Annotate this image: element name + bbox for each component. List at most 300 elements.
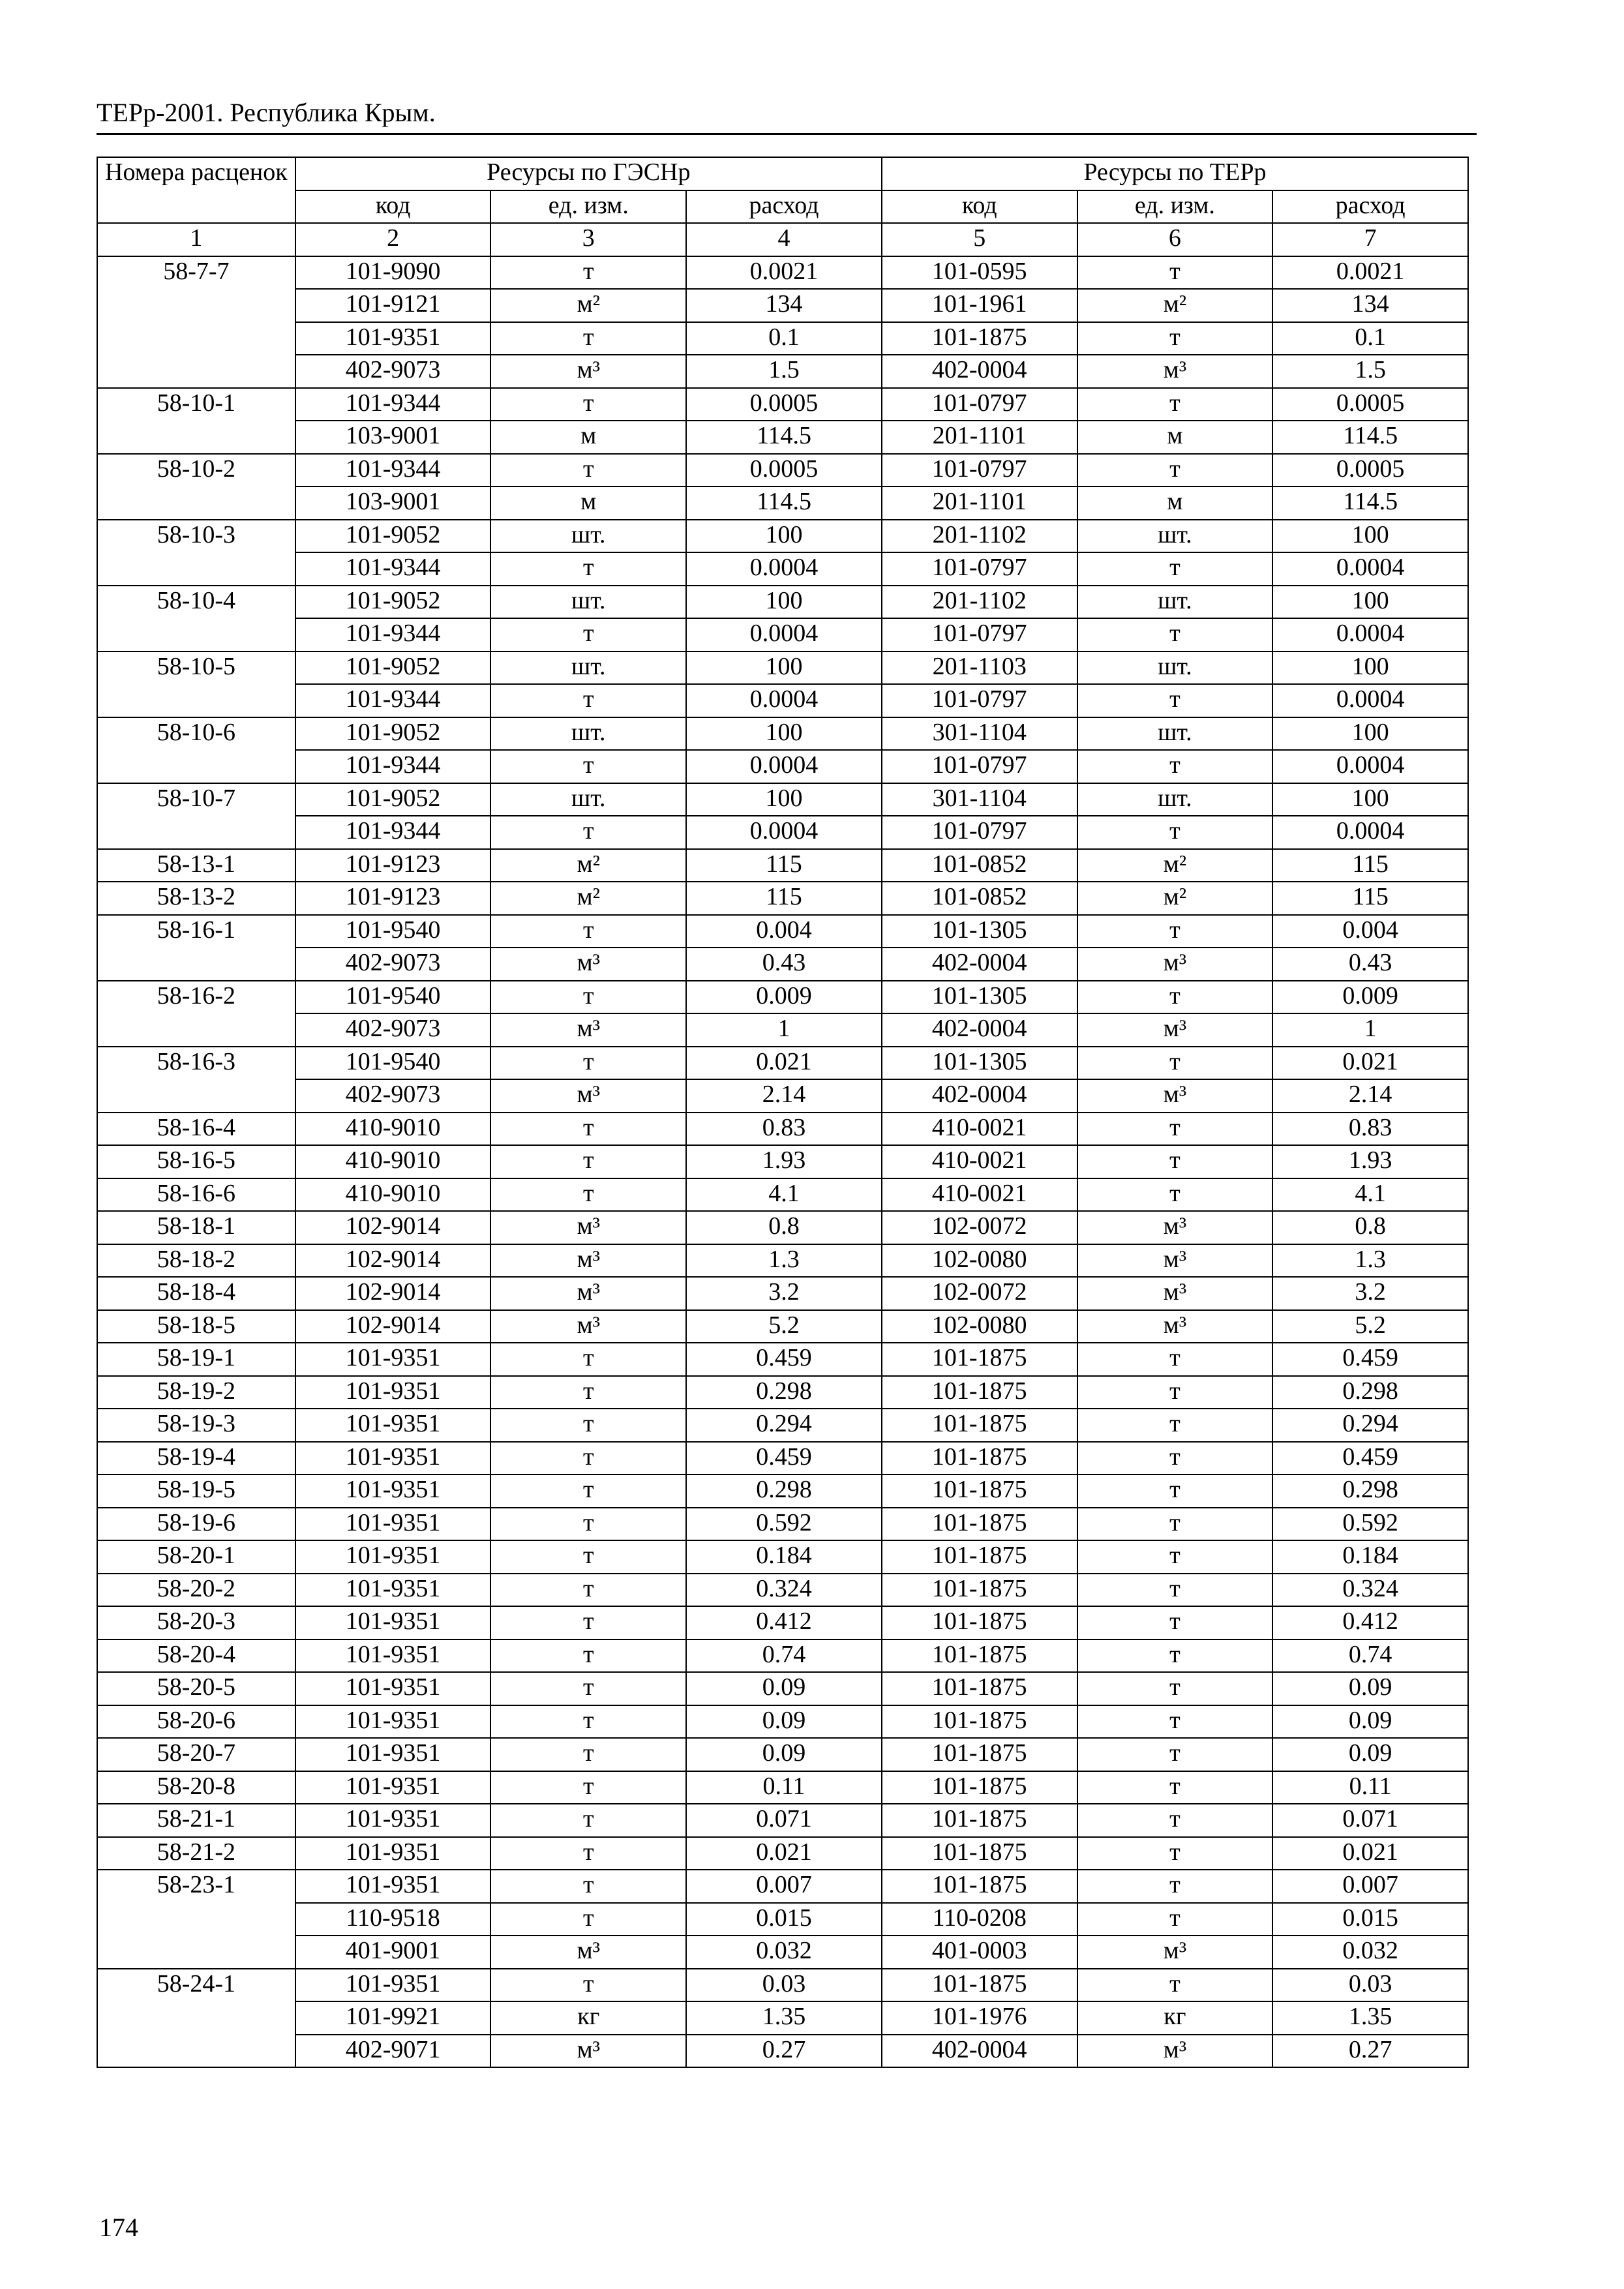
table-row — [97, 1474, 1468, 1508]
gesn-code-cell: 410-9010 — [295, 1145, 491, 1178]
gesn-consumption-cell: 115 — [686, 849, 882, 882]
gesn-consumption-cell: 0.09 — [686, 1672, 882, 1705]
ter-unit-cell: т — [1077, 1574, 1273, 1607]
ter-code-cell: 201-1102 — [882, 586, 1077, 619]
table-body — [97, 256, 1468, 2068]
ter-code-cell: 402-0004 — [882, 2035, 1077, 2068]
rate-number-cell: 58-16-2 — [97, 981, 295, 1047]
table-row — [97, 1178, 1468, 1212]
gesn-code-cell: 402-9071 — [295, 2035, 491, 2068]
gesn-code-cell: 101-9351 — [295, 1606, 491, 1639]
ter-unit-cell: м³ — [1077, 1211, 1273, 1244]
ter-consumption-cell: 0.8 — [1272, 1211, 1468, 1244]
gesn-consumption-cell: 0.021 — [686, 1047, 882, 1080]
ter-code-cell: 101-1875 — [882, 1376, 1077, 1409]
gesn-unit-cell: т — [490, 981, 686, 1014]
gesn-unit-cell: м³ — [490, 1013, 686, 1047]
ter-unit-cell: м³ — [1077, 1310, 1273, 1343]
ter-unit-cell: т — [1077, 1705, 1273, 1739]
gesn-consumption-cell: 114.5 — [686, 421, 882, 454]
table-row — [97, 1376, 1468, 1409]
ter-code-cell: 101-0595 — [882, 256, 1077, 290]
gesn-code-cell: 101-9344 — [295, 552, 491, 586]
rate-number-cell: 58-16-3 — [97, 1047, 295, 1113]
rate-number-cell: 58-20-2 — [97, 1574, 295, 1607]
ter-code-cell: 402-0004 — [882, 1079, 1077, 1113]
rate-number-cell: 58-20-1 — [97, 1540, 295, 1574]
gesn-unit-cell: т — [490, 1969, 686, 2002]
ter-unit-cell: шт. — [1077, 520, 1273, 553]
ter-unit-cell: т — [1077, 915, 1273, 948]
gesn-unit-cell: т — [490, 552, 686, 586]
rate-number-cell: 58-19-1 — [97, 1343, 295, 1376]
gesn-unit-cell: шт. — [490, 717, 686, 751]
ter-code-cell: 410-0021 — [882, 1178, 1077, 1212]
gesn-unit-cell: т — [490, 1574, 686, 1607]
table-row — [97, 1936, 1468, 1969]
ter-unit-cell: м³ — [1077, 2035, 1273, 2068]
ter-unit-cell: т — [1077, 256, 1273, 290]
gesn-code-cell: 101-9351 — [295, 1870, 491, 1903]
ter-unit-cell: т — [1077, 388, 1273, 421]
ter-code-cell: 101-0797 — [882, 454, 1077, 487]
table-row — [97, 1672, 1468, 1705]
rate-number-cell: 58-19-3 — [97, 1409, 295, 1442]
gesn-unit-cell: шт. — [490, 586, 686, 619]
rate-number-cell: 58-16-6 — [97, 1178, 295, 1212]
ter-unit-cell: т — [1077, 981, 1273, 1014]
gesn-consumption-cell: 115 — [686, 882, 882, 915]
rate-number-cell: 58-23-1 — [97, 1870, 295, 1969]
gesn-code-cell: 101-9351 — [295, 1409, 491, 1442]
gesn-unit-cell: т — [490, 1442, 686, 1475]
ter-consumption-cell: 0.0005 — [1272, 388, 1468, 421]
gesn-code-cell: 402-9073 — [295, 1013, 491, 1047]
ter-unit-cell: шт. — [1077, 651, 1273, 685]
ter-consumption-cell: 2.14 — [1272, 1079, 1468, 1113]
gesn-consumption-cell: 0.015 — [686, 1903, 882, 1936]
ter-code-cell: 201-1103 — [882, 651, 1077, 685]
gesn-unit-cell: т — [490, 750, 686, 783]
gesn-consumption-cell: 0.592 — [686, 1508, 882, 1541]
table-row — [97, 1903, 1468, 1936]
ter-unit-cell: м³ — [1077, 1244, 1273, 1278]
ter-consumption-cell: 0.592 — [1272, 1508, 1468, 1541]
gesn-consumption-cell: 0.0004 — [686, 684, 882, 717]
gesn-unit-cell: т — [490, 1672, 686, 1705]
ter-code-cell: 402-0004 — [882, 948, 1077, 981]
gesn-unit-cell: т — [490, 1804, 686, 1837]
gesn-unit-cell: м³ — [490, 1079, 686, 1113]
gesn-code-cell: 101-9052 — [295, 520, 491, 553]
ter-code-cell: 110-0208 — [882, 1903, 1077, 1936]
ter-code-cell: 101-1875 — [882, 1540, 1077, 1574]
ter-consumption-cell: 100 — [1272, 651, 1468, 685]
gesn-unit-cell: шт. — [490, 651, 686, 685]
table-row — [97, 454, 1468, 487]
ter-unit-cell: т — [1077, 1343, 1273, 1376]
rate-number-cell: 58-20-3 — [97, 1606, 295, 1639]
rate-number-cell: 58-13-2 — [97, 882, 295, 915]
table-row — [97, 750, 1468, 783]
ter-code-cell: 101-1961 — [882, 289, 1077, 322]
gesn-code-cell: 101-9351 — [295, 1474, 491, 1508]
ter-consumption-cell: 0.071 — [1272, 1804, 1468, 1837]
table-header-row — [97, 157, 1468, 190]
ter-unit-cell: м³ — [1077, 1936, 1273, 1969]
gesn-consumption-cell: 0.0005 — [686, 454, 882, 487]
ter-unit-cell: т — [1077, 454, 1273, 487]
gesn-consumption-cell: 1.93 — [686, 1145, 882, 1178]
gesn-code-cell: 101-9540 — [295, 1047, 491, 1080]
gesn-unit-cell: м — [490, 421, 686, 454]
ter-unit-cell: т — [1077, 1113, 1273, 1146]
ter-code-cell: 101-1875 — [882, 1606, 1077, 1639]
table-row — [97, 1738, 1468, 1771]
table-row — [97, 586, 1468, 619]
table-row — [97, 1969, 1468, 2002]
ter-unit-cell: т — [1077, 816, 1273, 849]
header-code: код — [882, 190, 1077, 224]
ter-code-cell: 101-1875 — [882, 1574, 1077, 1607]
gesn-consumption-cell: 5.2 — [686, 1310, 882, 1343]
gesn-consumption-cell: 100 — [686, 586, 882, 619]
gesn-code-cell: 101-9344 — [295, 816, 491, 849]
gesn-unit-cell: т — [490, 1343, 686, 1376]
rate-number-cell: 58-18-4 — [97, 1277, 295, 1310]
ter-code-cell: 101-1976 — [882, 2001, 1077, 2035]
table-row — [97, 1211, 1468, 1244]
table-row — [97, 1508, 1468, 1541]
table-row — [97, 1013, 1468, 1047]
gesn-consumption-cell: 0.74 — [686, 1639, 882, 1673]
ter-consumption-cell: 0.459 — [1272, 1343, 1468, 1376]
table-row — [97, 1804, 1468, 1837]
ter-code-cell: 101-1305 — [882, 1047, 1077, 1080]
rate-number-cell: 58-10-4 — [97, 586, 295, 651]
gesn-unit-cell: м³ — [490, 1244, 686, 1278]
gesn-code-cell: 103-9001 — [295, 421, 491, 454]
table-row — [97, 1442, 1468, 1475]
table-row — [97, 618, 1468, 651]
gesn-code-cell: 101-9351 — [295, 1508, 491, 1541]
ter-unit-cell: т — [1077, 1771, 1273, 1804]
gesn-code-cell: 101-9351 — [295, 1771, 491, 1804]
ter-unit-cell: т — [1077, 1903, 1273, 1936]
header-rate-numbers: Номера расценок — [97, 157, 295, 223]
gesn-unit-cell: м² — [490, 289, 686, 322]
gesn-code-cell: 101-9351 — [295, 1376, 491, 1409]
table-row — [97, 717, 1468, 751]
ter-code-cell: 102-0080 — [882, 1244, 1077, 1278]
ter-code-cell: 102-0080 — [882, 1310, 1077, 1343]
ter-consumption-cell: 100 — [1272, 520, 1468, 553]
gesn-consumption-cell: 0.27 — [686, 2035, 882, 2068]
ter-consumption-cell: 5.2 — [1272, 1310, 1468, 1343]
ter-code-cell: 101-1875 — [882, 1705, 1077, 1739]
gesn-consumption-cell: 0.459 — [686, 1343, 882, 1376]
gesn-unit-cell: т — [490, 1639, 686, 1673]
ter-code-cell: 101-1875 — [882, 1442, 1077, 1475]
ter-consumption-cell: 0.0004 — [1272, 750, 1468, 783]
ter-consumption-cell: 4.1 — [1272, 1178, 1468, 1212]
gesn-unit-cell: т — [490, 1870, 686, 1903]
gesn-code-cell: 101-9351 — [295, 1738, 491, 1771]
ter-code-cell: 101-1875 — [882, 1738, 1077, 1771]
ter-code-cell: 402-0004 — [882, 355, 1077, 388]
column-number: 1 — [97, 223, 295, 256]
ter-consumption-cell: 0.007 — [1272, 1870, 1468, 1903]
ter-code-cell: 101-1875 — [882, 1804, 1077, 1837]
table-row — [97, 948, 1468, 981]
ter-unit-cell: м — [1077, 421, 1273, 454]
gesn-code-cell: 101-9351 — [295, 1639, 491, 1673]
gesn-unit-cell: т — [490, 1474, 686, 1508]
ter-code-cell: 101-1875 — [882, 1409, 1077, 1442]
gesn-consumption-cell: 0.0004 — [686, 552, 882, 586]
table-row — [97, 1113, 1468, 1146]
gesn-code-cell: 101-9351 — [295, 1969, 491, 2002]
ter-consumption-cell: 0.09 — [1272, 1705, 1468, 1739]
ter-consumption-cell: 0.0004 — [1272, 552, 1468, 586]
ter-consumption-cell: 0.021 — [1272, 1837, 1468, 1870]
gesn-code-cell: 101-9351 — [295, 1837, 491, 1870]
table-row — [97, 2035, 1468, 2068]
gesn-code-cell: 410-9010 — [295, 1113, 491, 1146]
ter-unit-cell: т — [1077, 750, 1273, 783]
ter-unit-cell: м² — [1077, 849, 1273, 882]
rate-number-cell: 58-18-5 — [97, 1310, 295, 1343]
table-row — [97, 2001, 1468, 2035]
ter-unit-cell: т — [1077, 1178, 1273, 1212]
table-row — [97, 651, 1468, 685]
gesn-unit-cell: т — [490, 1145, 686, 1178]
ter-consumption-cell: 1.3 — [1272, 1244, 1468, 1278]
gesn-unit-cell: м³ — [490, 1310, 686, 1343]
ter-code-cell: 201-1101 — [882, 486, 1077, 520]
table-subheader-row — [97, 190, 1468, 224]
rate-number-cell: 58-18-1 — [97, 1211, 295, 1244]
gesn-unit-cell: м — [490, 486, 686, 520]
rate-number-cell: 58-16-5 — [97, 1145, 295, 1178]
ter-consumption-cell: 1.5 — [1272, 355, 1468, 388]
ter-unit-cell: т — [1077, 1540, 1273, 1574]
gesn-consumption-cell: 0.459 — [686, 1442, 882, 1475]
gesn-consumption-cell: 0.43 — [686, 948, 882, 981]
gesn-consumption-cell: 1.3 — [686, 1244, 882, 1278]
ter-code-cell: 101-1875 — [882, 1672, 1077, 1705]
column-number: 5 — [882, 223, 1077, 256]
ter-unit-cell: шт. — [1077, 717, 1273, 751]
gesn-unit-cell: т — [490, 388, 686, 421]
rate-number-cell: 58-16-1 — [97, 915, 295, 981]
gesn-unit-cell: т — [490, 1771, 686, 1804]
gesn-code-cell: 102-9014 — [295, 1277, 491, 1310]
rate-number-cell: 58-10-2 — [97, 454, 295, 520]
gesn-consumption-cell: 100 — [686, 520, 882, 553]
ter-unit-cell: шт. — [1077, 783, 1273, 816]
ter-consumption-cell: 0.032 — [1272, 1936, 1468, 1969]
page-header-title: ТЕРр-2001. Республика Крым. — [97, 98, 436, 127]
ter-code-cell: 101-0797 — [882, 618, 1077, 651]
gesn-code-cell: 101-9921 — [295, 2001, 491, 2035]
gesn-consumption-cell: 0.324 — [686, 1574, 882, 1607]
gesn-consumption-cell: 2.14 — [686, 1079, 882, 1113]
ter-consumption-cell: 0.0004 — [1272, 618, 1468, 651]
gesn-consumption-cell: 0.184 — [686, 1540, 882, 1574]
ter-code-cell: 401-0003 — [882, 1936, 1077, 1969]
ter-unit-cell: м² — [1077, 882, 1273, 915]
table-row — [97, 355, 1468, 388]
gesn-consumption-cell: 0.11 — [686, 1771, 882, 1804]
ter-code-cell: 101-1875 — [882, 1639, 1077, 1673]
ter-unit-cell: т — [1077, 1738, 1273, 1771]
rate-number-cell: 58-10-1 — [97, 388, 295, 454]
ter-consumption-cell: 1.35 — [1272, 2001, 1468, 2035]
gesn-consumption-cell: 100 — [686, 717, 882, 751]
ter-consumption-cell: 0.0004 — [1272, 816, 1468, 849]
table-row — [97, 1837, 1468, 1870]
table-row — [97, 1145, 1468, 1178]
gesn-consumption-cell: 0.032 — [686, 1936, 882, 1969]
table-row — [97, 783, 1468, 816]
column-number-row — [97, 223, 1468, 256]
ter-code-cell: 101-1875 — [882, 1508, 1077, 1541]
table-row — [97, 1639, 1468, 1673]
ter-code-cell: 101-1875 — [882, 1771, 1077, 1804]
ter-consumption-cell: 3.2 — [1272, 1277, 1468, 1310]
gesn-unit-cell: т — [490, 1178, 686, 1212]
ter-consumption-cell: 100 — [1272, 586, 1468, 619]
ter-unit-cell: т — [1077, 684, 1273, 717]
rate-number-cell: 58-19-5 — [97, 1474, 295, 1508]
rate-number-cell: 58-7-7 — [97, 256, 295, 388]
gesn-code-cell: 101-9052 — [295, 717, 491, 751]
gesn-unit-cell: м³ — [490, 1936, 686, 1969]
gesn-consumption-cell: 1 — [686, 1013, 882, 1047]
gesn-consumption-cell: 0.8 — [686, 1211, 882, 1244]
ter-consumption-cell: 114.5 — [1272, 421, 1468, 454]
column-number: 3 — [490, 223, 686, 256]
ter-consumption-cell: 0.0021 — [1272, 256, 1468, 290]
table-row — [97, 388, 1468, 421]
gesn-unit-cell: м³ — [490, 355, 686, 388]
gesn-consumption-cell: 0.03 — [686, 1969, 882, 2002]
ter-unit-cell: кг — [1077, 2001, 1273, 2035]
gesn-unit-cell: т — [490, 684, 686, 717]
gesn-unit-cell: т — [490, 1047, 686, 1080]
ter-consumption-cell: 0.298 — [1272, 1376, 1468, 1409]
rate-number-cell: 58-20-7 — [97, 1738, 295, 1771]
ter-consumption-cell: 100 — [1272, 717, 1468, 751]
table-row — [97, 882, 1468, 915]
gesn-code-cell: 401-9001 — [295, 1936, 491, 1969]
gesn-code-cell: 101-9344 — [295, 454, 491, 487]
gesn-consumption-cell: 0.412 — [686, 1606, 882, 1639]
gesn-unit-cell: т — [490, 1409, 686, 1442]
column-number: 7 — [1272, 223, 1468, 256]
ter-code-cell: 101-1875 — [882, 322, 1077, 355]
gesn-code-cell: 101-9351 — [295, 1343, 491, 1376]
ter-code-cell: 101-0797 — [882, 684, 1077, 717]
gesn-consumption-cell: 0.0004 — [686, 750, 882, 783]
gesn-unit-cell: м³ — [490, 1277, 686, 1310]
header-group-ter: Ресурсы по ТЕРр — [882, 157, 1468, 190]
table-row — [97, 1310, 1468, 1343]
ter-consumption-cell: 114.5 — [1272, 486, 1468, 520]
table-row — [97, 1079, 1468, 1113]
gesn-unit-cell: м² — [490, 849, 686, 882]
gesn-consumption-cell: 0.007 — [686, 1870, 882, 1903]
column-number: 2 — [295, 223, 491, 256]
gesn-code-cell: 101-9351 — [295, 1442, 491, 1475]
ter-consumption-cell: 0.74 — [1272, 1639, 1468, 1673]
ter-code-cell: 102-0072 — [882, 1211, 1077, 1244]
ter-code-cell: 101-1305 — [882, 981, 1077, 1014]
gesn-code-cell: 101-9121 — [295, 289, 491, 322]
ter-unit-cell: т — [1077, 1639, 1273, 1673]
table-row — [97, 849, 1468, 882]
header-group-gesn: Ресурсы по ГЭСНр — [295, 157, 882, 190]
ter-consumption-cell: 0.0004 — [1272, 684, 1468, 717]
gesn-consumption-cell: 3.2 — [686, 1277, 882, 1310]
ter-consumption-cell: 0.021 — [1272, 1047, 1468, 1080]
gesn-unit-cell: т — [490, 1508, 686, 1541]
ter-consumption-cell: 115 — [1272, 849, 1468, 882]
gesn-code-cell: 101-9344 — [295, 750, 491, 783]
gesn-consumption-cell: 100 — [686, 651, 882, 685]
rate-number-cell: 58-10-6 — [97, 717, 295, 783]
ter-code-cell: 301-1104 — [882, 717, 1077, 751]
ter-consumption-cell: 0.324 — [1272, 1574, 1468, 1607]
table-row — [97, 1606, 1468, 1639]
gesn-consumption-cell: 0.0021 — [686, 256, 882, 290]
gesn-consumption-cell: 4.1 — [686, 1178, 882, 1212]
gesn-unit-cell: т — [490, 1113, 686, 1146]
gesn-code-cell: 402-9073 — [295, 948, 491, 981]
gesn-code-cell: 410-9010 — [295, 1178, 491, 1212]
ter-unit-cell: т — [1077, 1969, 1273, 2002]
gesn-unit-cell: т — [490, 1738, 686, 1771]
table-row — [97, 322, 1468, 355]
gesn-code-cell: 101-9052 — [295, 783, 491, 816]
ter-consumption-cell: 0.0005 — [1272, 454, 1468, 487]
gesn-code-cell: 102-9014 — [295, 1310, 491, 1343]
resources-table — [97, 157, 1469, 2068]
gesn-code-cell: 101-9351 — [295, 1672, 491, 1705]
rate-number-cell: 58-10-5 — [97, 651, 295, 717]
gesn-consumption-cell: 0.0004 — [686, 618, 882, 651]
gesn-code-cell: 101-9351 — [295, 1705, 491, 1739]
gesn-consumption-cell: 0.298 — [686, 1376, 882, 1409]
gesn-consumption-cell: 0.294 — [686, 1409, 882, 1442]
rate-number-cell: 58-13-1 — [97, 849, 295, 882]
gesn-unit-cell: т — [490, 454, 686, 487]
table-row — [97, 1047, 1468, 1080]
gesn-code-cell: 101-9052 — [295, 586, 491, 619]
rate-number-cell: 58-19-2 — [97, 1376, 295, 1409]
gesn-code-cell: 101-9344 — [295, 618, 491, 651]
header-unit: ед. изм. — [490, 190, 686, 224]
ter-code-cell: 101-1875 — [882, 1837, 1077, 1870]
ter-code-cell: 301-1104 — [882, 783, 1077, 816]
ter-unit-cell: м³ — [1077, 1079, 1273, 1113]
ter-code-cell: 410-0021 — [882, 1145, 1077, 1178]
gesn-unit-cell: т — [490, 915, 686, 948]
gesn-consumption-cell: 1.35 — [686, 2001, 882, 2035]
ter-code-cell: 101-0797 — [882, 388, 1077, 421]
ter-code-cell: 410-0021 — [882, 1113, 1077, 1146]
